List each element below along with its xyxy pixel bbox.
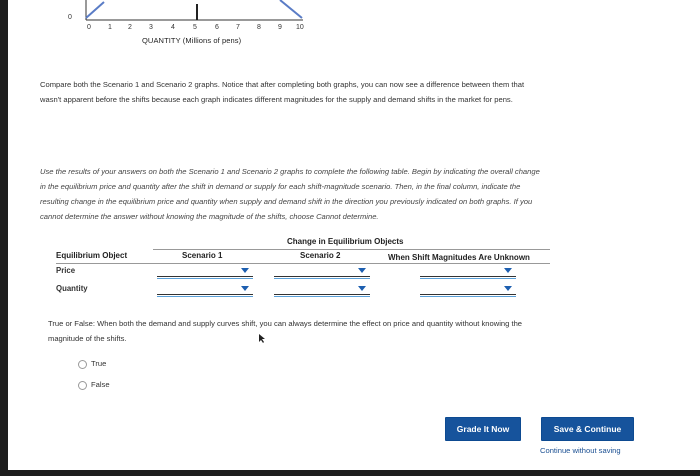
- quantity-unknown-dropdown[interactable]: [420, 283, 516, 295]
- instructions-line-4: cannot determine the answer without knowing the magnitude of the shifts, choose Cannot determine.: [40, 212, 379, 221]
- x-tick-label: 5: [193, 24, 197, 31]
- curve-line: [86, 2, 104, 18]
- x-axis-label: QUANTITY (Millions of pens): [142, 36, 242, 45]
- header-rule: [56, 263, 550, 264]
- column-header-unknown: When Shift Magnitudes Are Unknown: [388, 253, 530, 262]
- compare-paragraph-line-1: Compare both the Scenario 1 and Scenario 2 graphs. Notice that after completing both graphs, you can now see a difference between them that: [40, 80, 525, 89]
- table-group-header: Change in Equilibrium Objects: [287, 237, 404, 246]
- x-tick-label: 0: [87, 24, 91, 31]
- chevron-down-icon: [241, 286, 249, 291]
- chevron-down-icon: [358, 268, 366, 273]
- save-and-continue-button[interactable]: Save & Continue: [541, 417, 634, 441]
- row-label-price: Price: [56, 266, 76, 275]
- instructions-line-3: resulting change in the equilibrium price and quantity when supply and demand shift in the direction you previously indicated on both graphs. If you: [40, 197, 533, 206]
- column-header-scenario-2: Scenario 2: [300, 251, 341, 260]
- instructions-line-2: in the equilibrium price and quantity after the shift in demand or supply for each shift-magnitude scenario. Then, in the final column, indicate the: [40, 182, 521, 191]
- y-tick-label: 0: [68, 14, 72, 21]
- row-label-quantity: Quantity: [56, 284, 88, 293]
- chevron-down-icon: [358, 286, 366, 291]
- assignment-page: [8, 0, 700, 470]
- column-header-scenario-1: Scenario 1: [182, 251, 223, 260]
- x-tick-label: 7: [236, 24, 240, 31]
- column-header-object: Equilibrium Object: [56, 251, 128, 260]
- quantity-scenario-2-dropdown[interactable]: [274, 283, 370, 295]
- x-tick-label: 6: [215, 24, 219, 31]
- window-left-edge: [0, 0, 8, 476]
- question-line-2: magnitude of the shifts.: [48, 334, 127, 343]
- price-scenario-1-dropdown[interactable]: [157, 265, 253, 277]
- chevron-down-icon: [504, 268, 512, 273]
- mouse-cursor-icon: [258, 333, 266, 343]
- curve-line: [280, 0, 302, 18]
- group-header-rule: [153, 249, 550, 250]
- question-line-1: True or False: When both the demand and supply curves shift, you can always determine the effect on price and quantity without knowing the: [48, 319, 523, 328]
- option-true[interactable]: [78, 359, 106, 369]
- option-true-label: True: [91, 359, 107, 368]
- option-false[interactable]: [78, 380, 110, 390]
- quantity-scenario-1-dropdown[interactable]: [157, 283, 253, 295]
- option-false-label: False: [91, 380, 110, 389]
- window-bottom-edge: [0, 470, 700, 476]
- x-tick-label: 2: [128, 24, 132, 31]
- price-scenario-2-dropdown[interactable]: [274, 265, 370, 277]
- chevron-down-icon: [241, 268, 249, 273]
- price-unknown-dropdown[interactable]: [420, 265, 516, 277]
- x-tick-label: 8: [257, 24, 261, 31]
- instructions-line-1: Use the results of your answers on both the Scenario 1 and Scenario 2 graphs to complete the following table. Begin by indicating the overall change: [40, 167, 540, 176]
- continue-without-saving-link[interactable]: Continue without saving: [540, 446, 621, 455]
- x-tick-label: 9: [278, 24, 282, 31]
- x-tick-label: 1: [108, 24, 112, 31]
- compare-paragraph-line-2: wasn't apparent before the shifts because each graph indicates different magnitudes for the supply and demand shifts in the market for pens.: [40, 95, 513, 104]
- grade-it-now-button[interactable]: Grade It Now: [445, 417, 521, 441]
- x-tick-label: 4: [171, 24, 175, 31]
- chevron-down-icon: [504, 286, 512, 291]
- x-tick-label: 10: [296, 24, 304, 31]
- x-tick-label: 3: [149, 24, 153, 31]
- radio-icon[interactable]: [78, 360, 87, 369]
- radio-icon[interactable]: [78, 381, 87, 390]
